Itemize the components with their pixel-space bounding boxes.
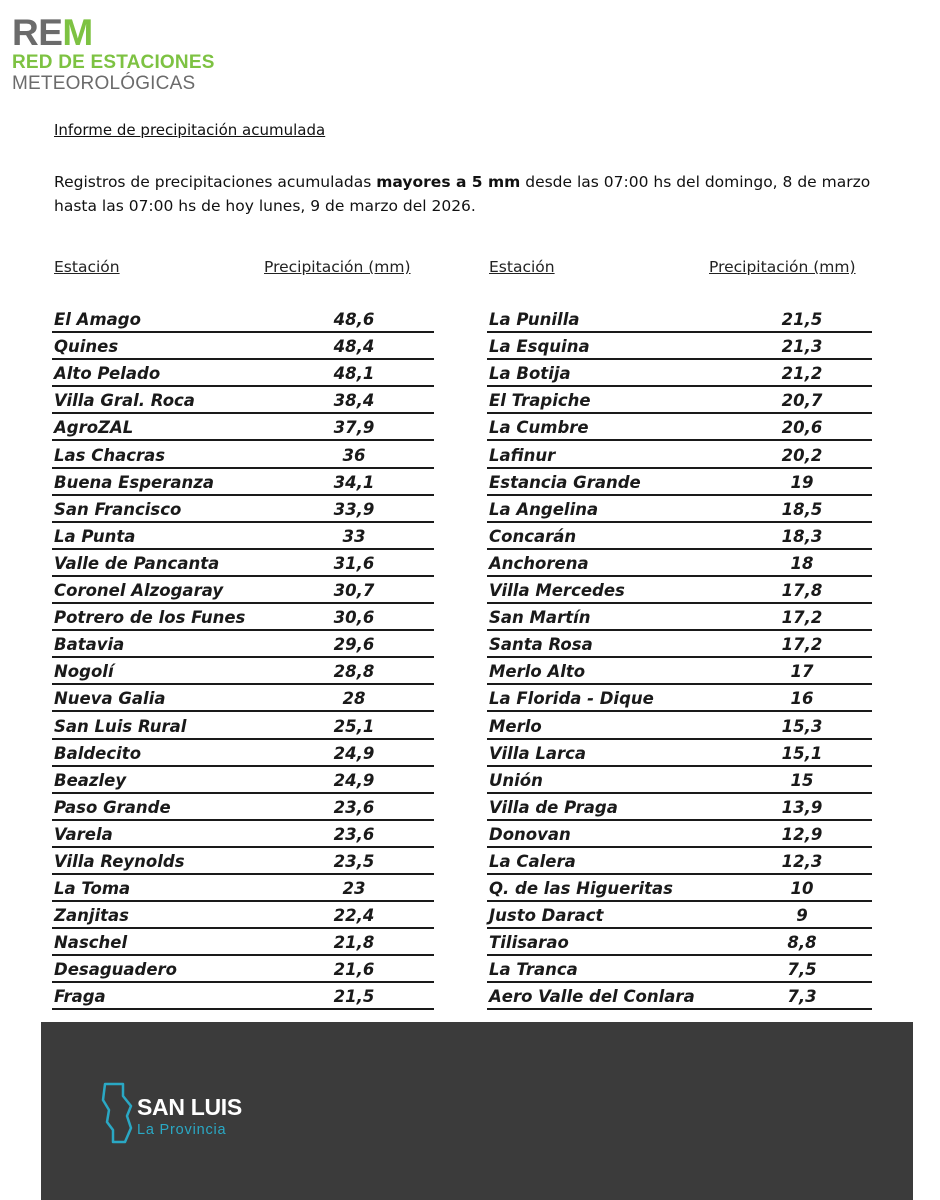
precipitation-value: 31,6 [333,553,375,573]
precipitation-value: 23,6 [333,797,375,817]
rem-logo [12,14,215,94]
precipitation-value: 37,9 [333,418,375,438]
rem-logo-line1: RED DE ESTACIONES [12,52,215,73]
precipitation-value: 21,5 [781,310,823,330]
station-name: Paso Grande [54,797,171,817]
station-name: Fraga [54,987,106,1007]
table-row [487,848,872,875]
station-name: San Francisco [54,499,182,519]
precipitation-value: 48,1 [333,364,375,384]
table-row [487,983,872,1010]
station-name: Zanjitas [54,906,129,926]
precipitation-value: 29,6 [333,635,375,655]
station-name: La Florida - Dique [489,689,654,709]
precipitation-value: 23 [342,879,366,899]
station-name: Batavia [54,635,125,655]
precipitation-value: 36 [342,445,366,465]
precipitation-value: 20,7 [781,391,823,411]
precipitation-value: 18,3 [781,526,823,546]
table-row [52,631,434,658]
table-row [487,902,872,929]
precipitation-value: 9 [796,906,808,926]
precipitation-value: 15,1 [781,743,823,763]
table-row [52,875,434,902]
table-row [52,306,434,333]
header-station: Estación [54,258,120,276]
header-precipitation: Precipitación (mm) [264,258,411,276]
station-name: Anchorena [489,553,589,573]
report-intro: Registros de precipitaciones acumuladas mayores a 5 mm desde las 07:00 hs del domingo, 8 de marzo hasta las 07:00 hs de hoy lunes, 9 de marzo del 2026. [54,173,871,215]
table-row [52,360,434,387]
table-row [52,902,434,929]
precipitation-value: 15,3 [781,716,823,736]
footer-subtitle: La Provincia [137,1122,227,1138]
precipitation-value: 10 [790,879,814,899]
station-name: Donovan [489,824,571,844]
table-row [487,712,872,739]
table-row [52,577,434,604]
table-row [487,414,872,441]
table-row [487,658,872,685]
precipitation-value: 12,3 [781,851,823,871]
precipitation-value: 21,8 [333,933,375,953]
precipitation-value: 21,3 [781,337,823,357]
precipitation-value: 13,9 [781,797,823,817]
station-name: Desaguadero [54,960,178,980]
precipitation-value: 18,5 [781,499,823,519]
table-right-header [487,258,872,280]
san-luis-province-outline-icon [101,1082,135,1144]
station-name: La Calera [489,851,576,871]
precipitation-value: 17,2 [781,608,823,628]
table-row [52,929,434,956]
precipitation-value: 30,6 [333,608,375,628]
table-row [487,360,872,387]
table-row [52,821,434,848]
station-name: La Angelina [489,499,599,519]
table-row [487,469,872,496]
station-name: Lafinur [489,445,556,465]
precipitation-value: 16 [790,689,814,709]
station-name: La Tranca [489,960,578,980]
station-name: Merlo [489,716,542,736]
footer-name: SAN LUIS [137,1094,242,1120]
table-row [487,685,872,712]
precipitation-value: 20,2 [781,445,823,465]
precipitation-value: 19 [790,472,814,492]
station-name: Aero Valle del Conlara [489,987,695,1007]
table-row [487,929,872,956]
rem-logo-line2: METEOROLÓGICAS [12,73,196,94]
station-name: Coronel Alzogaray [54,581,224,601]
table-row [52,387,434,414]
table-row [52,848,434,875]
table-row [487,794,872,821]
table-row [52,767,434,794]
precipitation-value: 8,8 [787,933,817,953]
station-name: Santa Rosa [489,635,593,655]
station-name: La Punta [54,526,136,546]
rem-logo-mark: REM [12,12,93,53]
station-name: Villa Gral. Roca [54,391,195,411]
station-name: Naschel [54,933,128,953]
station-name: Nueva Galia [54,689,166,709]
precipitation-value: 17,2 [781,635,823,655]
precipitation-value: 7,5 [787,960,817,980]
station-name: Varela [54,824,113,844]
table-row [487,577,872,604]
table-row [487,550,872,577]
precipitation-value: 48,6 [333,310,375,330]
table-row [487,333,872,360]
precipitation-value: 20,6 [781,418,823,438]
table-row [487,441,872,468]
table-right-rows [487,306,872,1010]
table-left-rows [52,306,434,1010]
table-left-header [52,258,434,280]
table-row [52,740,434,767]
station-name: AgroZAL [54,418,134,438]
precipitation-value: 23,5 [333,851,375,871]
precipitation-value: 17 [790,662,814,682]
station-name: Tilisarao [489,933,569,953]
header-precipitation: Precipitación (mm) [709,258,856,276]
table-right-column [487,258,872,1007]
table-row [487,821,872,848]
table-row [487,496,872,523]
table-row [52,604,434,631]
station-name: Villa Reynolds [54,851,185,871]
precipitation-value: 33 [342,526,366,546]
station-name: Concarán [489,526,577,546]
table-row [52,469,434,496]
table-row [487,740,872,767]
station-name: Q. de las Higueritas [489,879,673,899]
station-name: Alto Pelado [54,364,161,384]
precipitation-value: 21,6 [333,960,375,980]
table-row [52,956,434,983]
table-row [487,767,872,794]
precipitation-value: 48,4 [333,337,375,357]
table-row [52,685,434,712]
table-row [487,604,872,631]
precipitation-value: 28,8 [333,662,375,682]
precipitation-value: 7,3 [787,987,817,1007]
precipitation-value: 23,6 [333,824,375,844]
table-row [487,875,872,902]
table-row [52,794,434,821]
station-name: Quines [54,337,119,357]
station-name: San Martín [489,608,591,628]
report-title: Informe de precipitación acumulada [54,121,326,139]
table-left-column [52,258,434,1007]
precipitation-value: 24,9 [333,770,375,790]
station-name: Villa Mercedes [489,581,625,601]
station-name: Las Chacras [54,445,166,465]
precipitation-value: 12,9 [781,824,823,844]
table-row [487,631,872,658]
station-name: La Botija [489,364,571,384]
table-row [487,306,872,333]
precipitation-value: 21,5 [333,987,375,1007]
station-name: La Toma [54,879,131,899]
station-name: Unión [489,770,543,790]
precipitation-value: 28 [342,689,366,709]
table-row [52,550,434,577]
station-name: La Esquina [489,337,590,357]
table-row [52,658,434,685]
precipitation-value: 30,7 [333,581,375,601]
precipitation-value: 24,9 [333,743,375,763]
station-name: La Punilla [489,310,580,330]
table-row [52,333,434,360]
station-name: Beazley [54,770,127,790]
station-name: Buena Esperanza [54,472,214,492]
station-name: Villa Larca [489,743,587,763]
station-name: Villa de Praga [489,797,618,817]
precipitation-value: 25,1 [333,716,375,736]
precipitation-value: 34,1 [333,472,375,492]
precipitation-value: 22,4 [333,906,375,926]
precipitation-value: 17,8 [781,581,823,601]
precipitation-value: 33,9 [333,499,375,519]
table-row [487,387,872,414]
station-name: Potrero de los Funes [54,608,246,628]
station-name: San Luis Rural [54,716,187,736]
station-name: Nogolí [54,662,114,682]
header-station: Estación [489,258,555,276]
table-row [487,956,872,983]
precipitation-value: 15 [790,770,814,790]
table-row [52,441,434,468]
station-name: La Cumbre [489,418,589,438]
station-name: Merlo Alto [489,662,586,682]
table-row [52,523,434,550]
station-name: El Trapiche [489,391,591,411]
station-name: El Amago [54,310,141,330]
table-row [52,496,434,523]
precipitation-value: 18 [790,553,814,573]
footer-banner [41,1022,913,1200]
station-name: Baldecito [54,743,142,763]
table-row [487,523,872,550]
station-name: Estancia Grande [489,472,641,492]
precipitation-value: 21,2 [781,364,823,384]
precipitation-value: 38,4 [333,391,375,411]
table-row [52,414,434,441]
table-row [52,983,434,1010]
station-name: Justo Daract [489,906,604,926]
station-name: Valle de Pancanta [54,553,220,573]
table-row [52,712,434,739]
